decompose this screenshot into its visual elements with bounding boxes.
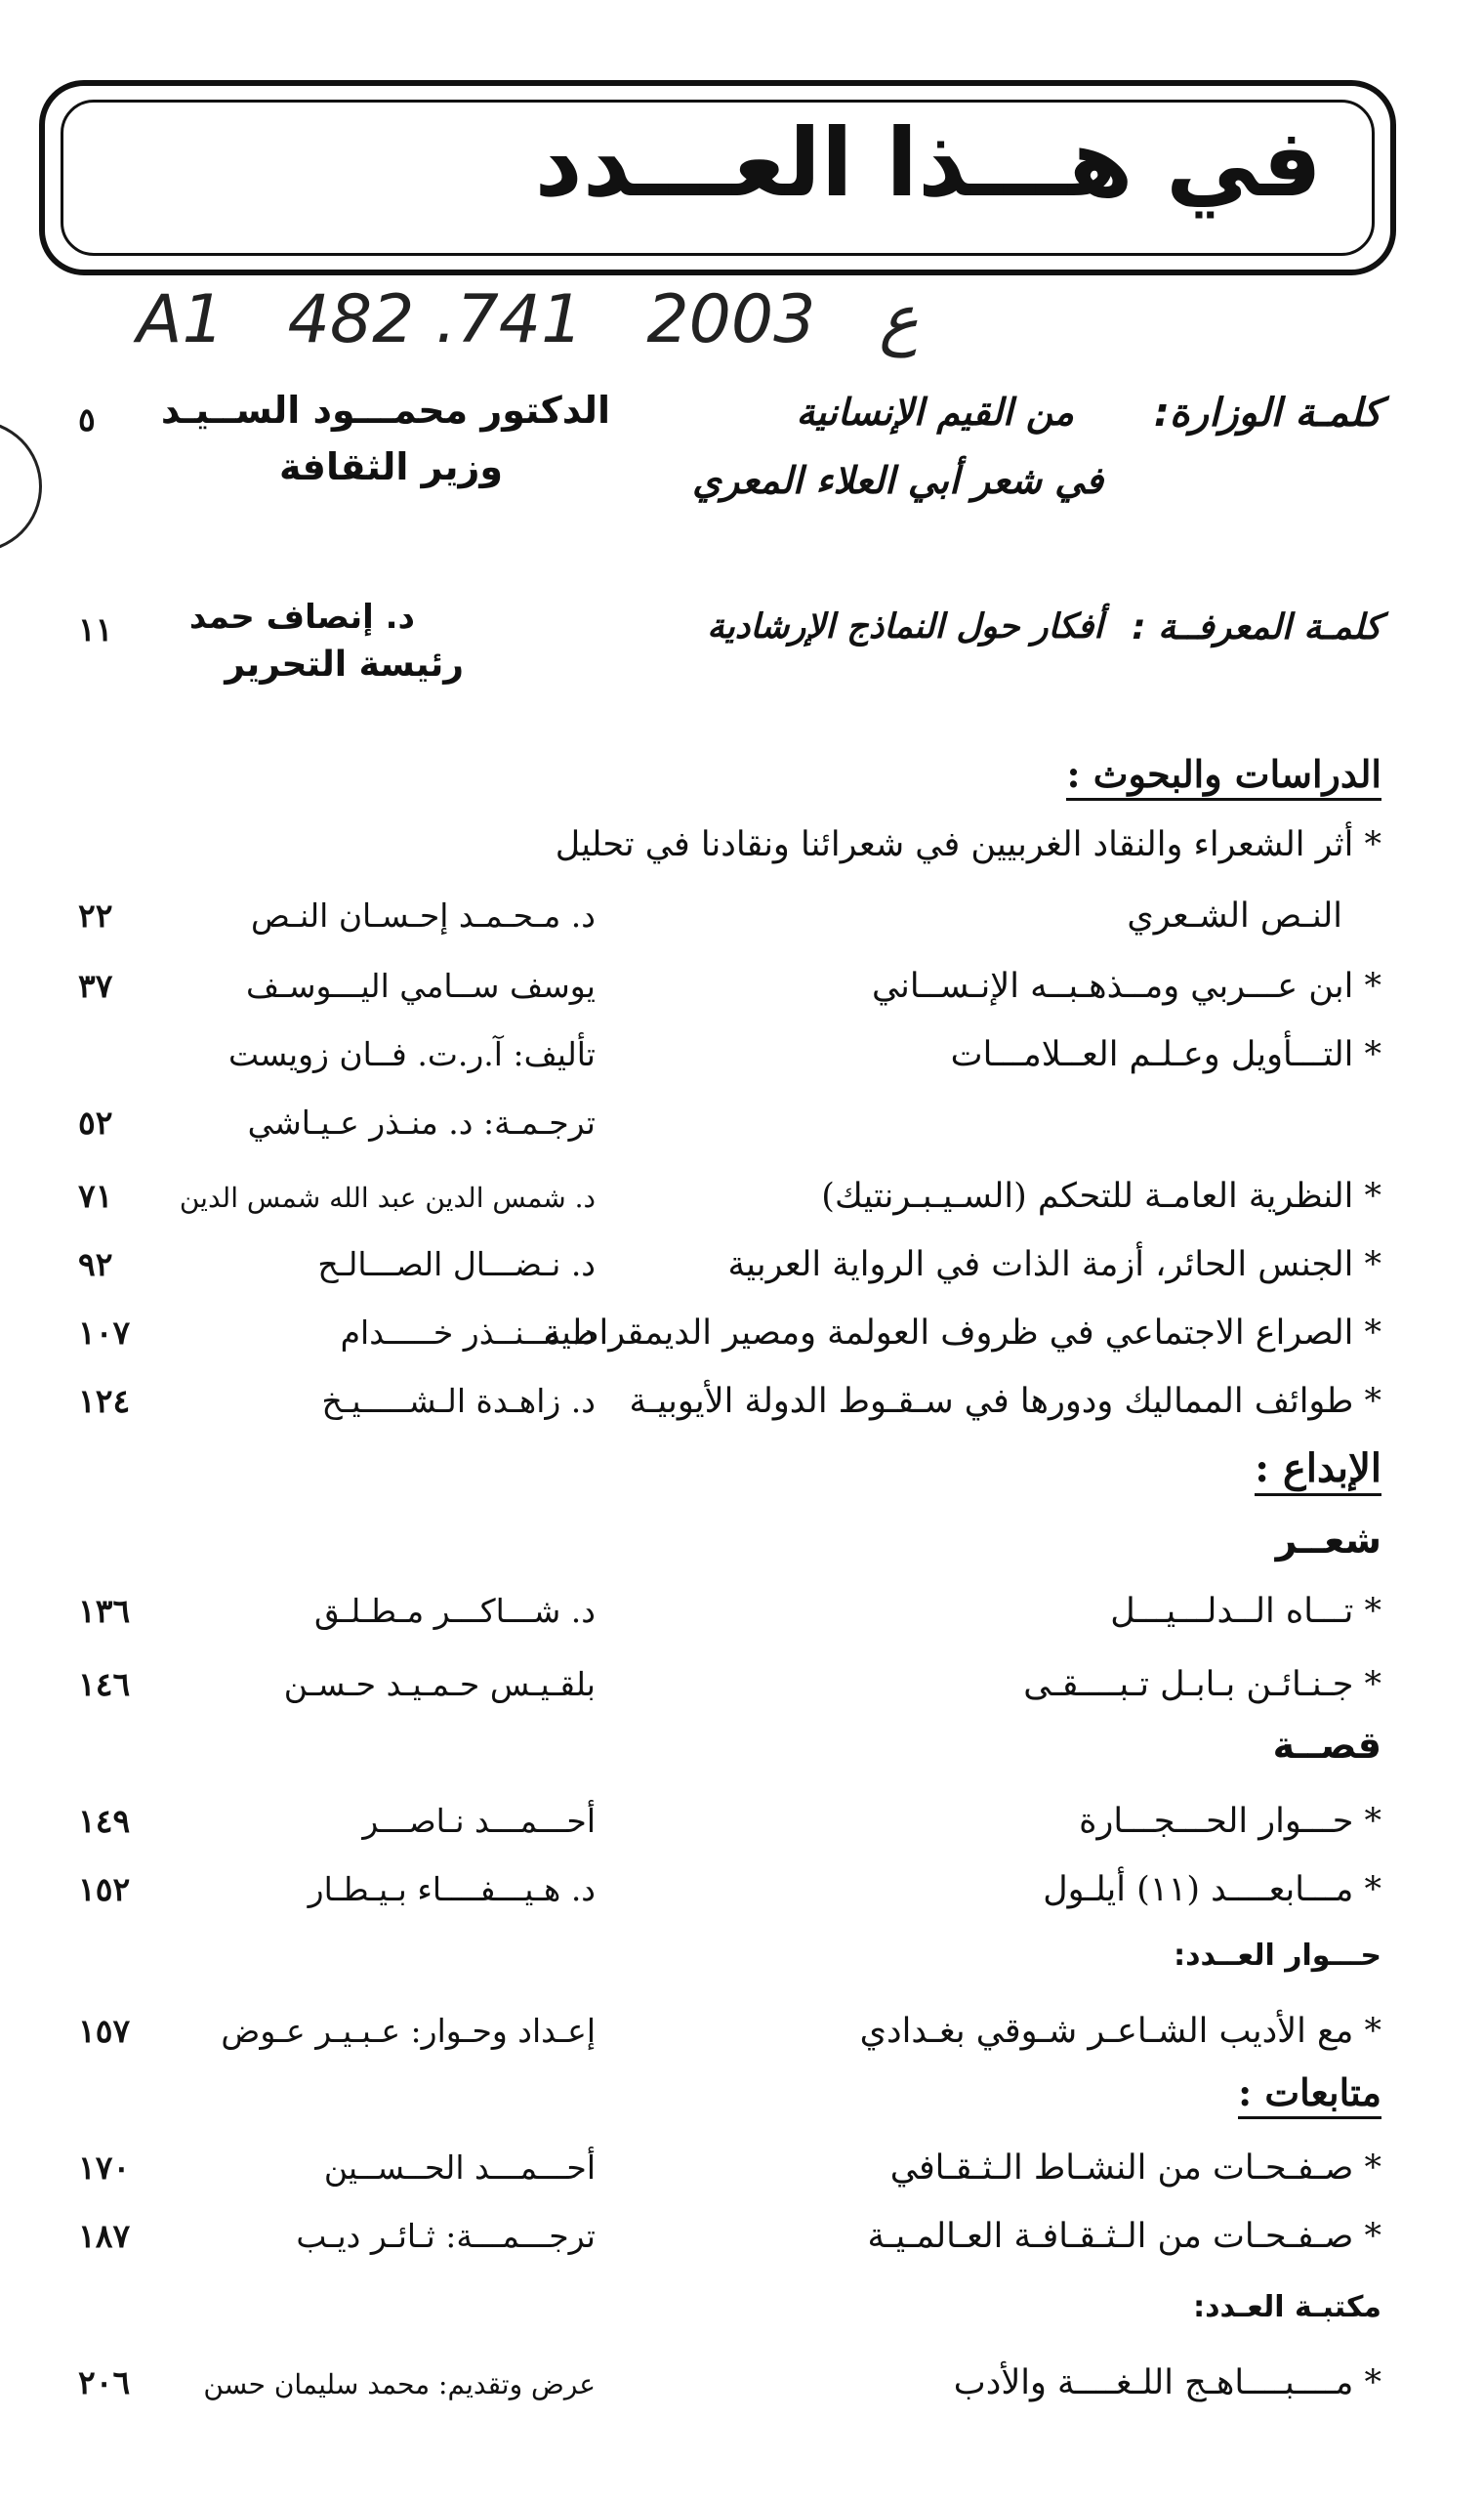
study-author: د. مــنــذر خـــــدام	[340, 1314, 596, 1352]
ministry-author-line1: الدكتور محمـــود الســيـد	[160, 389, 610, 432]
study-author: د. مـحـمـد إحـسـان النـص	[251, 897, 596, 935]
library-page: ٢٠٦	[78, 2363, 131, 2401]
ministry-page: ٥	[78, 400, 96, 438]
section-story: قصــة	[1272, 1724, 1381, 1767]
story-title: * مـــابعــــد (١١) أيلـول	[1043, 1870, 1381, 1909]
study-page: ٩٢	[78, 1245, 113, 1283]
study-title-line2: النـص الشـعري	[1127, 897, 1342, 936]
study-author: د. زاهـدة الـشـــــيـخ	[321, 1382, 596, 1420]
study-author: يوسف ســامي اليـــوسـف	[246, 967, 596, 1005]
library-title: * مــــبــــاهـج اللـغــــة والأدب	[953, 2363, 1381, 2402]
study-title: * الجنس الحائر، أزمة الذات في الرواية العربية	[727, 1245, 1381, 1284]
study-page: ٣٧	[78, 967, 113, 1005]
poetry-page: ١٣٦	[78, 1592, 131, 1630]
poetry-author: بلقـيـس حـمـيـد حـسـن	[283, 1665, 596, 1703]
study-page: ٧١	[78, 1177, 113, 1215]
section-studies: الدراسات والبحوث :	[1066, 752, 1381, 801]
handwritten-catalog-number: A1 482 .ع 2003 741	[137, 281, 919, 358]
ministry-author-line2: وزير الثقافة	[279, 445, 503, 488]
section-creativity: الإبداع :	[1255, 1445, 1381, 1496]
followup-page: ١٨٧	[78, 2217, 131, 2255]
study-title: * الصراع الاجتماعي في ظروف العولمة ومصير الديمقراطية	[543, 1314, 1381, 1353]
interview-title: * مع الأديب الشـاعـر شـوقي بغـدادي	[859, 2012, 1381, 2051]
ministry-title-line1: من القيم الإنسانية	[796, 391, 1074, 434]
story-author: أحـــمـــد نـاصـــر	[362, 1802, 596, 1840]
knowledge-title: أفكار حول النماذج الإرشادية	[707, 607, 1103, 647]
story-author: د. هـيـــفــــاء بـيـطـار	[308, 1870, 596, 1908]
study-author: د. نـضـــال الصـــالـح	[317, 1245, 596, 1283]
section-library: مكتبـة العـدد:	[1193, 2290, 1381, 2324]
study-title: * ابن عـــربي ومــذهـبــه الإنـســاني	[871, 967, 1381, 1006]
poetry-title: * تـــاه الــدلـــيـــل	[1110, 1592, 1381, 1631]
study-page: ٥٢	[78, 1104, 113, 1142]
section-interview: حـــوار العــدد:	[1174, 1939, 1381, 1973]
section-poetry: شعــر	[1275, 1519, 1381, 1562]
study-author-line1: تأليف: آ.ر.ت. فــان زويست	[228, 1035, 596, 1073]
followup-author: ترجـــمـــة: ثـائـر ديـب	[296, 2217, 596, 2255]
ministry-label: كلمـة الوزارة:	[1153, 391, 1381, 436]
page-title: في هـــذا العـــدد	[534, 108, 1322, 218]
ministry-title-line2: في شعر أبي العلاء المعري	[692, 459, 1103, 502]
study-page: ١٢٤	[78, 1382, 131, 1420]
knowledge-page: ١١	[78, 610, 113, 648]
followup-author: أحـــمـــد الحــســين	[323, 2148, 596, 2187]
interview-author: إعـداد وحـوار: عـبـيـر عـوض	[221, 2012, 596, 2050]
library-author: عرض وتقديم: محمد سليمان حسن	[203, 2368, 596, 2400]
study-page: ٢٢	[78, 897, 113, 935]
story-title: * حـــوار الحـــجـــارة	[1079, 1802, 1381, 1841]
study-author-line2: ترجـمـة: د. منـذر عـيـاشي	[247, 1104, 596, 1142]
page-edge-mark	[0, 420, 42, 553]
study-author: د. شمس الدين عبد الله شمس الدين	[179, 1182, 596, 1214]
study-title: * التـــأويل وعـلـم العــلامـــات	[950, 1035, 1381, 1074]
knowledge-author-line2: رئيسة التحرير	[225, 645, 464, 685]
followup-title: * صـفـحـات من النشـاط الـثـقـافي	[889, 2148, 1381, 2188]
interview-page: ١٥٧	[78, 2012, 131, 2050]
story-page: ١٥٢	[78, 1870, 131, 1908]
knowledge-label: كلمـة المعرفــة :	[1132, 607, 1381, 647]
followup-title: * صـفـحـات من الـثـقـافـة العـالمـيـة	[867, 2217, 1381, 2256]
story-page: ١٤٩	[78, 1802, 131, 1840]
poetry-title: * جـنـائـن بـابـل تـبــــقـى	[1023, 1665, 1381, 1704]
study-title-line1: * أثر الشعراء والنقاد الغربيين في شعرائنا ونقادنا في تحليل	[555, 825, 1381, 864]
study-page: ١٠٧	[78, 1314, 131, 1352]
poetry-author: د. شـــاكـــر مـطـلـق	[314, 1592, 596, 1630]
poetry-page: ١٤٦	[78, 1665, 131, 1703]
section-followups: متابعات :	[1238, 2070, 1381, 2119]
followup-page: ١٧٠	[78, 2148, 131, 2187]
study-title: * طوائف المماليك ودورها في سـقـوط الدولة الأيوبيـة	[629, 1382, 1381, 1421]
title-frame	[39, 80, 1396, 275]
knowledge-author-line1: د. إنصاف حمد	[188, 598, 415, 637]
study-title: * النظرية العامـة للتحكم (السـيـبـرنتيك)	[821, 1177, 1381, 1216]
